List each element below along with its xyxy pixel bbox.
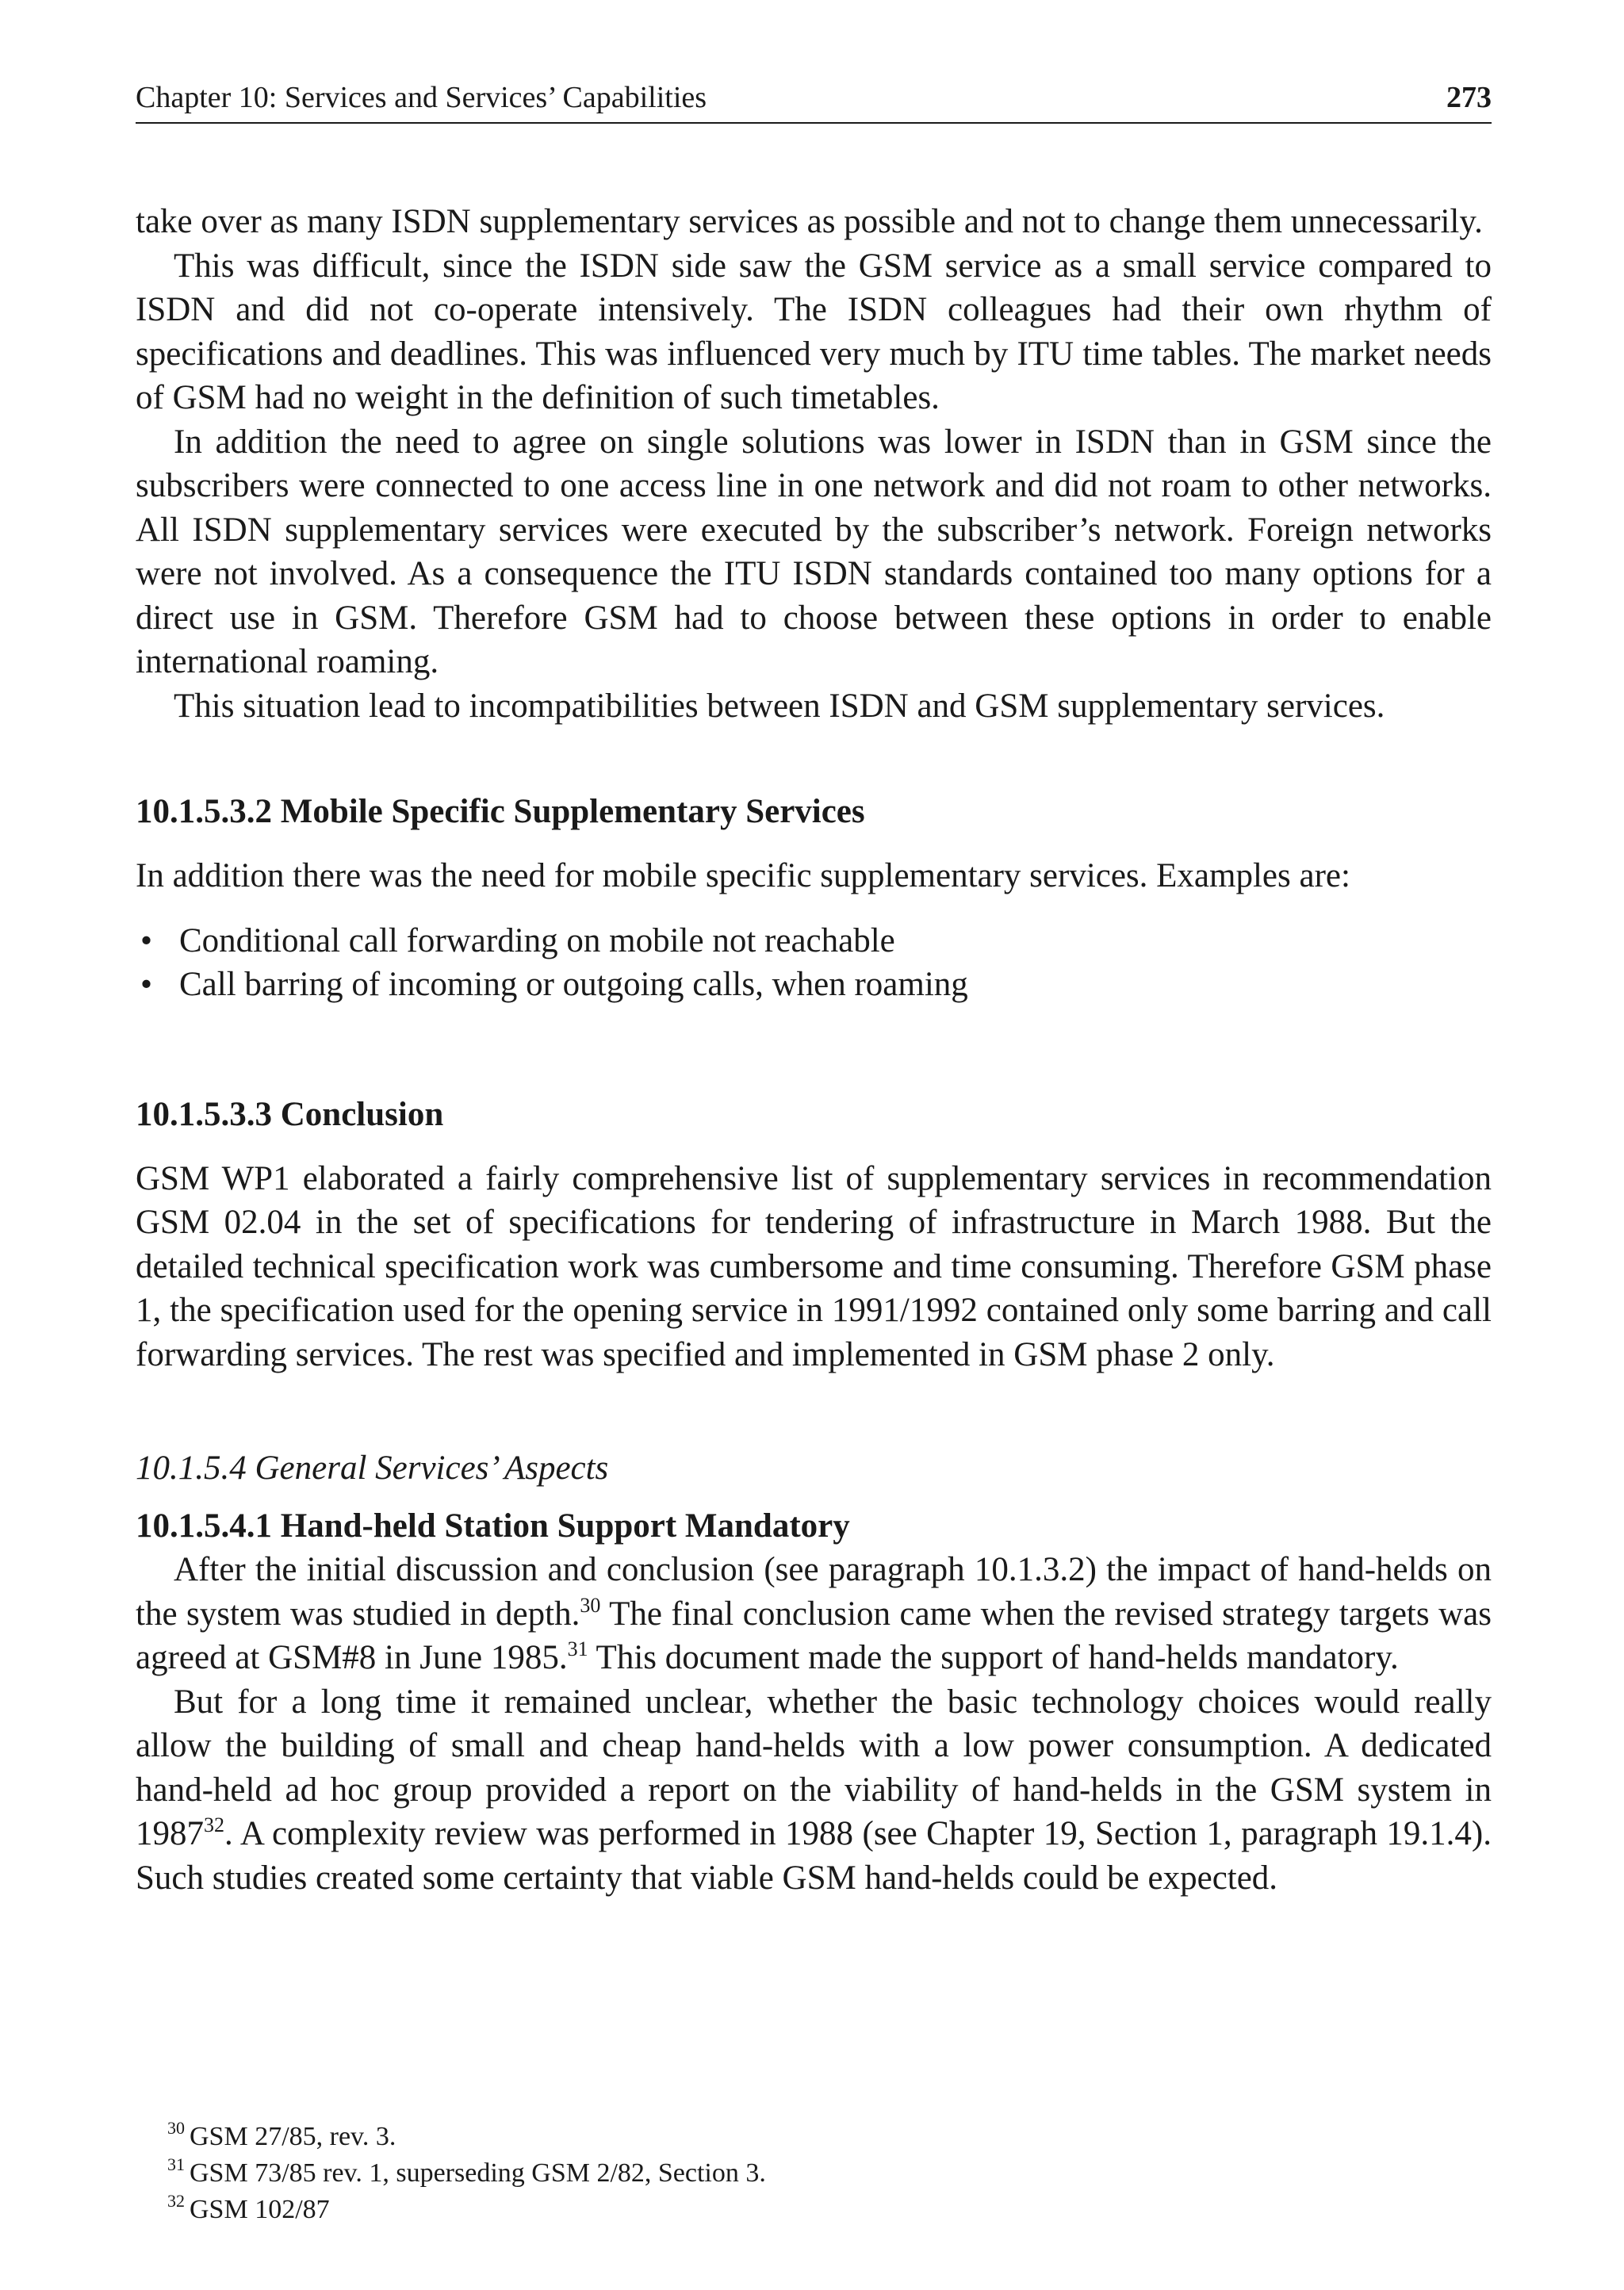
footnote-number: 30	[167, 2118, 185, 2138]
heading-general-services-aspects: 10.1.5.4 General Services’ Aspects	[136, 1449, 609, 1487]
page	[136, 79, 1492, 1900]
page-number: 273	[1446, 81, 1492, 114]
paragraph-8-text-a: But for a long time it remained unclear, whether the basic technology choices would really allow the building of small and cheap hand-helds with a low power consumption. A dedicated hand-held ad hoc group provided a report on the viability of hand-helds in the GSM system in 1987	[136, 1683, 1492, 1852]
footnote-31	[167, 2155, 766, 2192]
running-header	[136, 79, 1492, 124]
footnote-32	[167, 2192, 766, 2228]
heading-conclusion: 10.1.5.3.3 Conclusion	[136, 1095, 444, 1133]
list-item	[136, 919, 1492, 963]
bullet-list	[136, 919, 1492, 1007]
paragraph-2: This was difficult, since the ISDN side saw the GSM service as a small service compared to ISDN and did not co-operate intensively. The ISDN colleagues had their own rhythm of specifications and deadlines. This was influenced very much by ITU time tables. The market needs of GSM had no weight in the definition of such timetables.	[136, 247, 1492, 416]
footnote-text: GSM 73/85 rev. 1, superseding GSM 2/82, Section 3.	[190, 2158, 766, 2188]
list-item-text: Call barring of incoming or outgoing calls, when roaming	[179, 966, 968, 1003]
paragraph-7-text-b: The final conclusion came when the revised strategy targets was agreed at GSM#8 in June 1985.	[136, 1595, 1492, 1676]
chapter-title: Chapter 10: Services and Services’ Capabilities	[136, 81, 707, 114]
footnote-text: GSM 102/87	[190, 2195, 330, 2224]
footnote-number: 32	[167, 2191, 185, 2211]
paragraph-7	[136, 1548, 1492, 1680]
paragraph-7-text-c: This document made the support of hand-helds mandatory.	[588, 1639, 1399, 1676]
heading-mobile-specific-services: 10.1.5.3.2 Mobile Specific Supplementary Services	[136, 793, 865, 830]
bullet-icon: •	[140, 966, 153, 1003]
footnote-ref-30[interactable]: 30	[580, 1593, 601, 1617]
footnote-number: 31	[167, 2154, 185, 2174]
paragraph-6: GSM WP1 elaborated a fairly comprehensive list of supplementary services in recommendation GSM 02.04 in the set of specifications for tendering of infrastructure in March 1988. But the detailed technical specification work was cumbersome and time consuming. Therefore GSM phase 1, the specification used for the opening service in 1991/1992 contained only some barring and call forwarding services. The rest was specified and implemented in GSM phase 2 only.	[136, 1159, 1492, 1373]
paragraph-4: This situation lead to incompatibilities between ISDN and GSM supplementary services.	[174, 687, 1385, 725]
list-item-text: Conditional call forwarding on mobile not reachable	[179, 921, 895, 959]
paragraph-3: In addition the need to agree on single solutions was lower in ISDN than in GSM since the subscribers were connected to one access line in one network and did not roam to other networks. All ISDN supplementary services were executed by the subscriber’s network. Foreign networks were not involved. As a consequence the ITU ISDN standards contained too many options for a direct use in GSM. Therefore GSM had to choose between these options in order to enable international roaming.	[136, 423, 1492, 680]
footnote-text: GSM 27/85, rev. 3.	[190, 2122, 396, 2151]
paragraph-5: In addition there was the need for mobile specific supplementary services. Examples are:	[136, 857, 1350, 894]
footnote-ref-32[interactable]: 32	[204, 1813, 224, 1836]
paragraph-8	[136, 1680, 1492, 1901]
footnote-30	[167, 2119, 766, 2155]
paragraph-8-text-b: . A complexity review was performed in 1988 (see Chapter 19, Section 1, paragraph 19.1.4). Such studies created some certainty that viable GSM hand-helds could be expected.	[136, 1815, 1492, 1897]
heading-hand-held-support: 10.1.5.4.1 Hand-held Station Support Mandatory	[136, 1507, 850, 1545]
paragraph-7-text-a: After the initial discussion and conclusion (see paragraph 10.1.3.2) the impact of hand-helds on the system was studied in depth.	[136, 1551, 1492, 1633]
footnotes	[167, 2119, 766, 2228]
bullet-icon: •	[140, 921, 153, 959]
body-text	[136, 200, 1492, 1900]
paragraph-1: take over as many ISDN supplementary services as possible and not to change them unnecessarily.	[136, 203, 1483, 240]
list-item	[136, 963, 1492, 1007]
footnote-ref-31[interactable]: 31	[567, 1637, 588, 1660]
